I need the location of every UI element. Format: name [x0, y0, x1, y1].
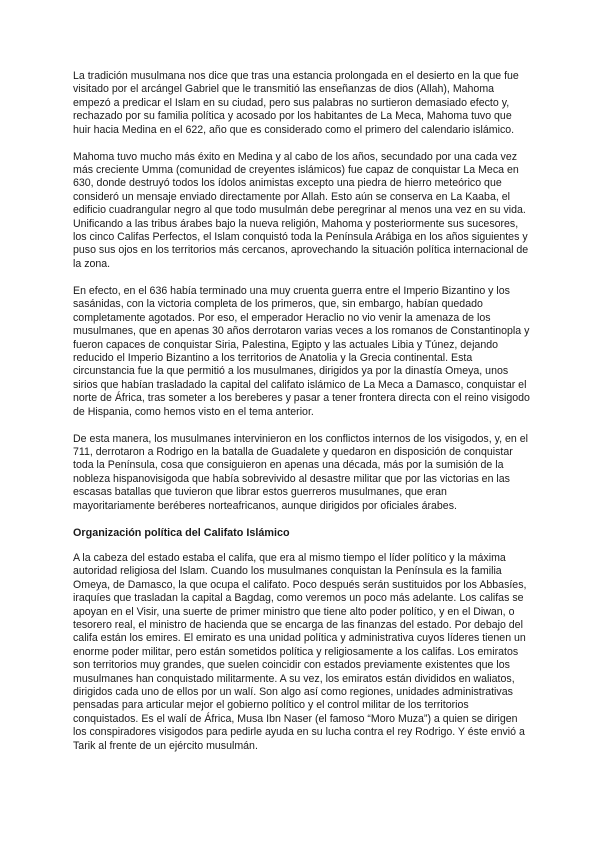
paragraph-mahoma-origins: La tradición musulmana nos dice que tras una estancia prolongada en el desierto en la que fue visitado por el arcángel Gabriel que le transmitió las enseñanzas de dios (Allah), Mahoma empezó a predicar el Islam en su ciudad, pero sus palabras no surtieron demasiado efecto y, rechazado por su familia política y acosado por los habitantes de La Meca, Mahoma tuvo que huir hacia Medina en el 622, año que es considerado como el primero del calendario islámico.: [73, 70, 519, 136]
paragraph-califato-organization: A la cabeza del estado estaba el califa, que era al mismo tiempo el líder político y la máxima autoridad religiosa del Islam. Cuando los musulmanes conquistan la Península es la familia Omeya, de Damasco, la que ocupa el califato. Poco después serán sustituidos por los Abbasíes, iraquíes que trasladan la capital a Bagdag, como veremos un poco más adelante. Los califas se apoyan en el Visir, una suerte de primer ministro que tiene alto poder político, y en el Diwan, o tesorero real, el ministro de hacienda que se encarga de las finanzas del estado. Por debajo del califa están los emires. El emirato es una unidad política y administrativa cuyos líderes tienen un enorme poder militar, pero están sometidos política y religiosamente a los califas. Los emiratos son territorios muy grandes, que suelen coincidir con estados previamente existentes que los musulmanes han conquistado militarmente. A su vez, los emiratos están divididos en waliatos, dirigidos cada uno de ellos por un walí. Son algo así como regiones, unidades administrativas pensadas para articular mejor el gobierno político y el control militar de los territorios conquistados. Es el walí de África, Musa Ibn Naser (el famoso “Moro Muza”) a quien se dirigen los conspiradores visigodos para pedirle ayuda en su lucha contra el rey Rodrigo. Y éste envió a Tarik al frente de un ejército musulmán.: [73, 551, 527, 752]
paragraph-byzantine-war: En efecto, en el 636 había terminado una muy cruenta guerra entre el Imperio Bizantino y los sasánidas, con la victoria completa de los primeros, que, sin embargo, habían quedado completamente agotados. Por eso, el emperador Heraclio no vio venir la amenaza de los musulmanes, que en apenas 30 años derrotaron varias veces a los romanos de Constantinopla y fueron capaces de conquistar Siria, Palestina, Egipto y las actuales Libia y Túnez, dejando reducido el Imperio Bizantino a los territorios de Anatolia y la Grecia continental. Esta circunstancia fue la que permitió a los musulmanes, dirigidos ya por la dinastía Omeya, unos sirios que habían trasladado la capital del califato islámico de La Meca a Damasco, conquistar el norte de África, tras someter a los bereberes y pasar a tener frontera directa con el reino visigodo de Hispania, como hemos visto en el tema anterior.: [73, 284, 530, 418]
paragraph-medina-conquest: Mahoma tuvo mucho más éxito en Medina y al cabo de los años, secundado por una cada vez más creciente Umma (comunidad de creyentes islámicos) fue capaz de conquistar La Meca en 630, donde destruyó todos los ídolos animistas excepto una piedra de hierro meteórico que consideró un mensaje enviado directamente por Allah. Esto aún se conserva en La Kaaba, el edificio cuadrangular negro al que todo musulmán debe peregrinar al menos una vez en su vida. Unificando a las tribus árabes bajo la nueva religión, Mahoma y posteriormente sus sucesores, los cinco Califas Perfectos, el Islam conquistó toda la Península Arábiga en los años siguientes y puso sus ojos en los territorios más cercanos, aprovechando la situación política internacional de la zona.: [73, 150, 529, 270]
document-page: [73, 70, 531, 767]
section-heading: Organización política del Califato Islámico: [73, 526, 290, 539]
paragraph-hispania-conquest: De esta manera, los musulmanes intervinieron en los conflictos internos de los visigodos, y, en el 711, derrotaron a Rodrigo en la batalla de Guadalete y quedaron en disposición de conquistar toda la Península, cosa que consiguieron en apenas una década, más por la sumisión de la nobleza hispanovisigoda que había sobrevivido al desastre militar que por las victorias en las escasas batallas que tuvieron que librar estos guerreros musulmanes, que eran mayoritariamente beréberes norteafricanos, aunque dirigidos por oficiales árabes.: [73, 432, 528, 512]
